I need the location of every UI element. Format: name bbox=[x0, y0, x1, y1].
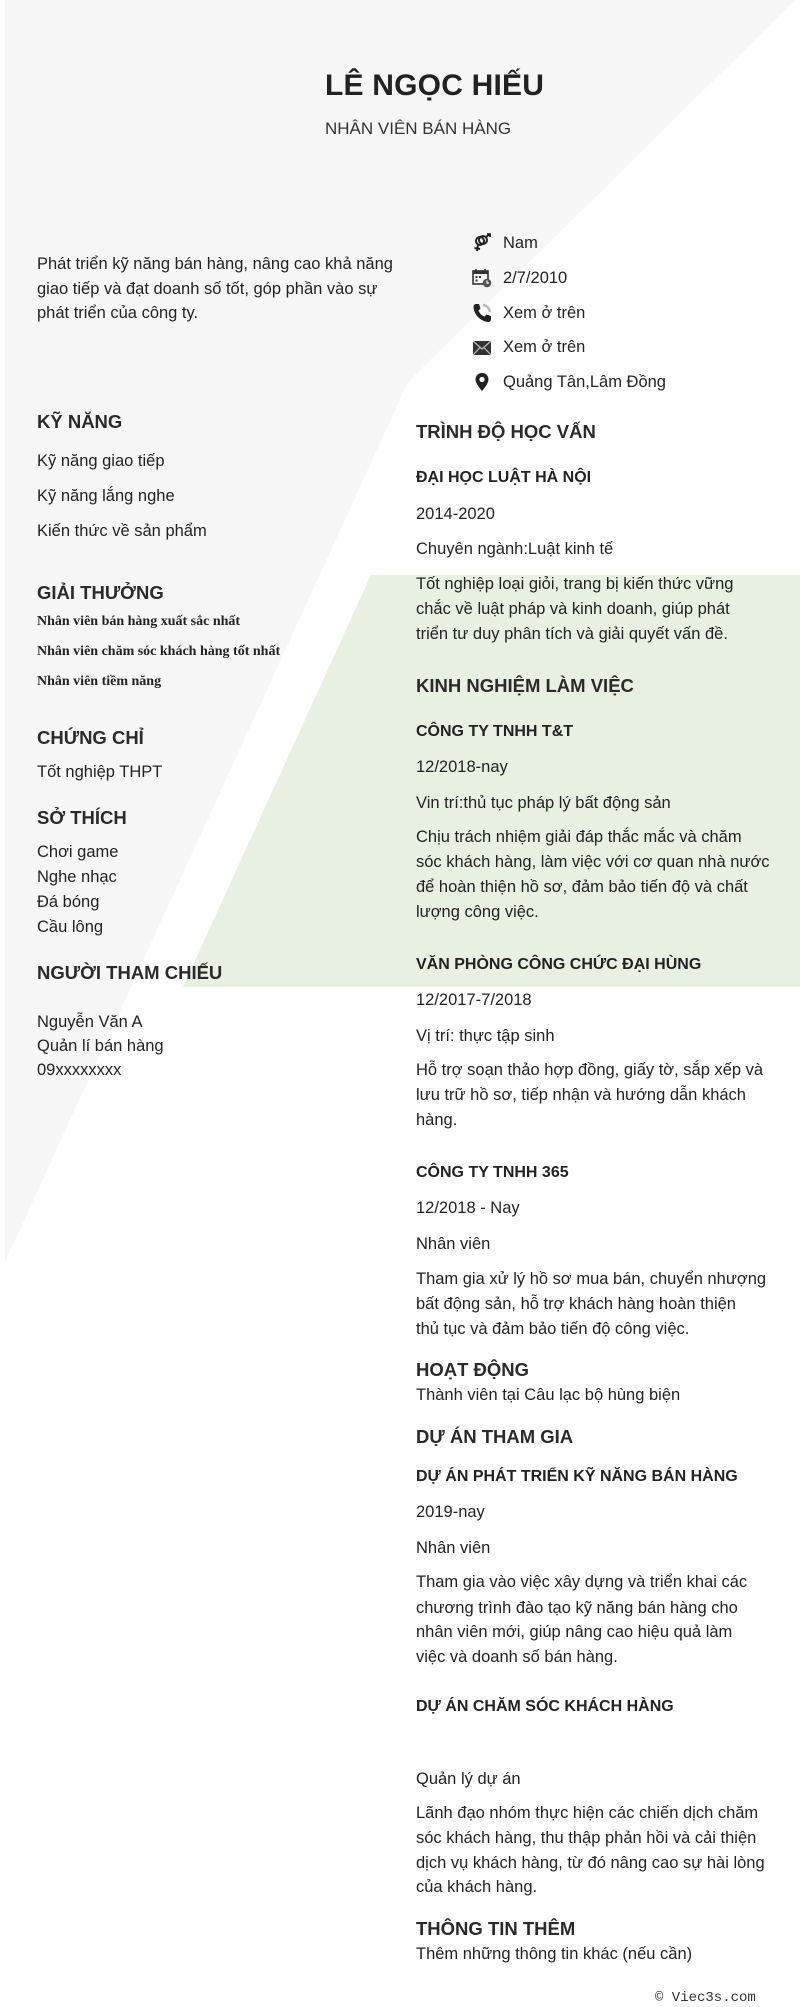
education-description-line: chắc về luật pháp và kinh doanh, giúp phát bbox=[416, 600, 730, 618]
project-role: Nhân viên bbox=[416, 1539, 491, 1557]
section-title-activities: HOẠT ĐỘNG bbox=[416, 1359, 530, 1380]
job-position: Vin trí:thủ tục pháp lý bất động sản bbox=[416, 794, 671, 812]
job-description-line: Hỗ trợ soạn thảo hợp đồng, giấy tờ, sắp xếp và bbox=[416, 1061, 764, 1079]
section-title-education: TRÌNH ĐỘ HỌC VẤN bbox=[416, 421, 596, 442]
job-description-line: Tham gia xử lý hồ sơ mua bán, chuyển nhượng bbox=[416, 1270, 767, 1288]
job-description-line: hàng. bbox=[416, 1111, 458, 1129]
job-position: Nhân viên bbox=[416, 1235, 491, 1253]
project-description-line: sóc khách hàng, thu thập phản hồi và cải thiện bbox=[416, 1829, 757, 1847]
job-company: CÔNG TY TNHH 365 bbox=[416, 1164, 569, 1181]
section-title-projects: DỰ ÁN THAM GIA bbox=[416, 1426, 574, 1447]
award-item: Nhân viên bán hàng xuất sắc nhất bbox=[37, 614, 241, 629]
project-description-line: nhân viên mới, giúp nâng cao hiệu quả làm bbox=[416, 1623, 733, 1641]
section-title-awards: GIẢI THƯỞNG bbox=[37, 582, 164, 603]
job-description-line: lưu trữ hồ sơ, tiếp nhận và hướng dẫn khách bbox=[416, 1086, 746, 1104]
job-period: 12/2018 - Nay bbox=[416, 1199, 520, 1217]
project-name: DỰ ÁN CHĂM SÓC KHÁCH HÀNG bbox=[416, 1698, 674, 1715]
job-description-line: Chịu trách nhiệm giải đáp thắc mắc và chăm bbox=[416, 828, 742, 846]
summary-line: phát triển của công ty. bbox=[37, 304, 199, 322]
job-description-line: thủ tục và đảm bảo tiến độ công việc. bbox=[416, 1320, 690, 1338]
calendar-icon bbox=[472, 268, 492, 288]
hobby-item: Nghe nhạc bbox=[37, 868, 117, 886]
job-description-line: lượng công việc. bbox=[416, 903, 539, 921]
project-name: DỰ ÁN PHÁT TRIỂN KỸ NĂNG BÁN HÀNG bbox=[416, 1468, 738, 1485]
job-company: VĂN PHÒNG CÔNG CHỨC ĐẠI HÙNG bbox=[416, 956, 702, 973]
certificate-item: Tốt nghiệp THPT bbox=[37, 763, 163, 781]
project-description-line: dịch vụ khách hàng, từ đó nâng cao sự hài lòng bbox=[416, 1854, 765, 1872]
reference-phone: 09xxxxxxxx bbox=[37, 1061, 122, 1079]
activity-item: Thành viên tại Câu lạc bộ hùng biện bbox=[416, 1386, 681, 1404]
education-period: 2014-2020 bbox=[416, 505, 495, 523]
award-item: Nhân viên chăm sóc khách hàng tốt nhất bbox=[37, 644, 281, 659]
job-position: Vị trí: thực tập sinh bbox=[416, 1027, 555, 1045]
project-description-line: chương trình đào tạo kỹ năng bán hàng cho bbox=[416, 1599, 738, 1617]
candidate-name: LÊ NGỌC HIẾU bbox=[325, 69, 545, 102]
project-description-line: Tham gia vào việc xây dựng và triển khai các bbox=[416, 1573, 748, 1591]
project-description-line: của khách hàng. bbox=[416, 1878, 538, 1896]
skill-item: Kỹ năng lắng nghe bbox=[37, 487, 175, 505]
location-pin-icon bbox=[472, 372, 492, 392]
gender-icon bbox=[472, 233, 492, 253]
contact-phone: Xem ở trên bbox=[503, 304, 586, 322]
job-description-line: bất động sản, hỗ trợ khách hàng hoàn thiện bbox=[416, 1295, 736, 1313]
contact-gender: Nam bbox=[503, 234, 538, 252]
section-title-certificates: CHỨNG CHỈ bbox=[37, 727, 144, 748]
job-title: NHÂN VIÊN BÁN HÀNG bbox=[325, 119, 512, 138]
phone-icon bbox=[472, 303, 492, 323]
skill-item: Kiến thức về sản phẩm bbox=[37, 522, 207, 540]
project-description-line: Lãnh đạo nhóm thực hiện các chiến dịch chăm bbox=[416, 1804, 759, 1822]
reference-position: Quản lí bán hàng bbox=[37, 1037, 164, 1055]
skill-item: Kỹ năng giao tiếp bbox=[37, 452, 165, 470]
contact-address: Quảng Tân,Lâm Đồng bbox=[503, 373, 666, 391]
project-role: Quản lý dự án bbox=[416, 1770, 521, 1788]
project-period: 2019-nay bbox=[416, 1503, 485, 1521]
additional-info-text: Thêm những thông tin khác (nếu cần) bbox=[416, 1945, 693, 1963]
project-description-line: việc và doanh số bán hàng. bbox=[416, 1648, 618, 1666]
job-company: CÔNG TY TNHH T&T bbox=[416, 723, 574, 740]
education-major: Chuyên ngành:Luật kinh tế bbox=[416, 540, 614, 558]
job-period: 12/2018-nay bbox=[416, 758, 508, 776]
hobby-item: Cầu lông bbox=[37, 918, 104, 936]
hobby-item: Chơi game bbox=[37, 843, 119, 861]
email-icon bbox=[472, 338, 492, 358]
reference-name: Nguyễn Văn A bbox=[37, 1013, 143, 1031]
school-name: ĐẠI HỌC LUẬT HÀ NỘI bbox=[416, 469, 592, 486]
contact-email: Xem ở trên bbox=[503, 338, 586, 356]
contact-birthdate: 2/7/2010 bbox=[503, 269, 568, 287]
job-description-line: để hoàn thiện hồ sơ, đảm bảo tiến độ và chất bbox=[416, 878, 748, 896]
watermark: © Viec3s.com bbox=[655, 1990, 756, 2006]
section-title-skills: KỸ NĂNG bbox=[37, 411, 123, 432]
job-description-line: sóc khách hàng, làm việc với cơ quan nhà nước bbox=[416, 853, 770, 871]
section-title-additional: THÔNG TIN THÊM bbox=[416, 1918, 576, 1939]
job-period: 12/2017-7/2018 bbox=[416, 991, 532, 1009]
education-description-line: Tốt nghiệp loại giỏi, trang bị kiến thức vững bbox=[416, 575, 734, 593]
summary-line: giao tiếp và đạt doanh số tốt, góp phần vào sự bbox=[37, 280, 378, 298]
education-description-line: triển tư duy phân tích và giải quyết vấn đề. bbox=[416, 625, 728, 643]
hobby-item: Đá bóng bbox=[37, 893, 100, 911]
award-item: Nhân viên tiềm năng bbox=[37, 674, 162, 689]
section-title-hobbies: SỞ THÍCH bbox=[37, 807, 127, 828]
summary-line: Phát triển kỹ năng bán hàng, nâng cao khả năng bbox=[37, 255, 393, 273]
section-title-experience: KINH NGHIỆM LÀM VIỆC bbox=[416, 675, 634, 696]
section-title-references: NGƯỜI THAM CHIẾU bbox=[37, 962, 223, 983]
